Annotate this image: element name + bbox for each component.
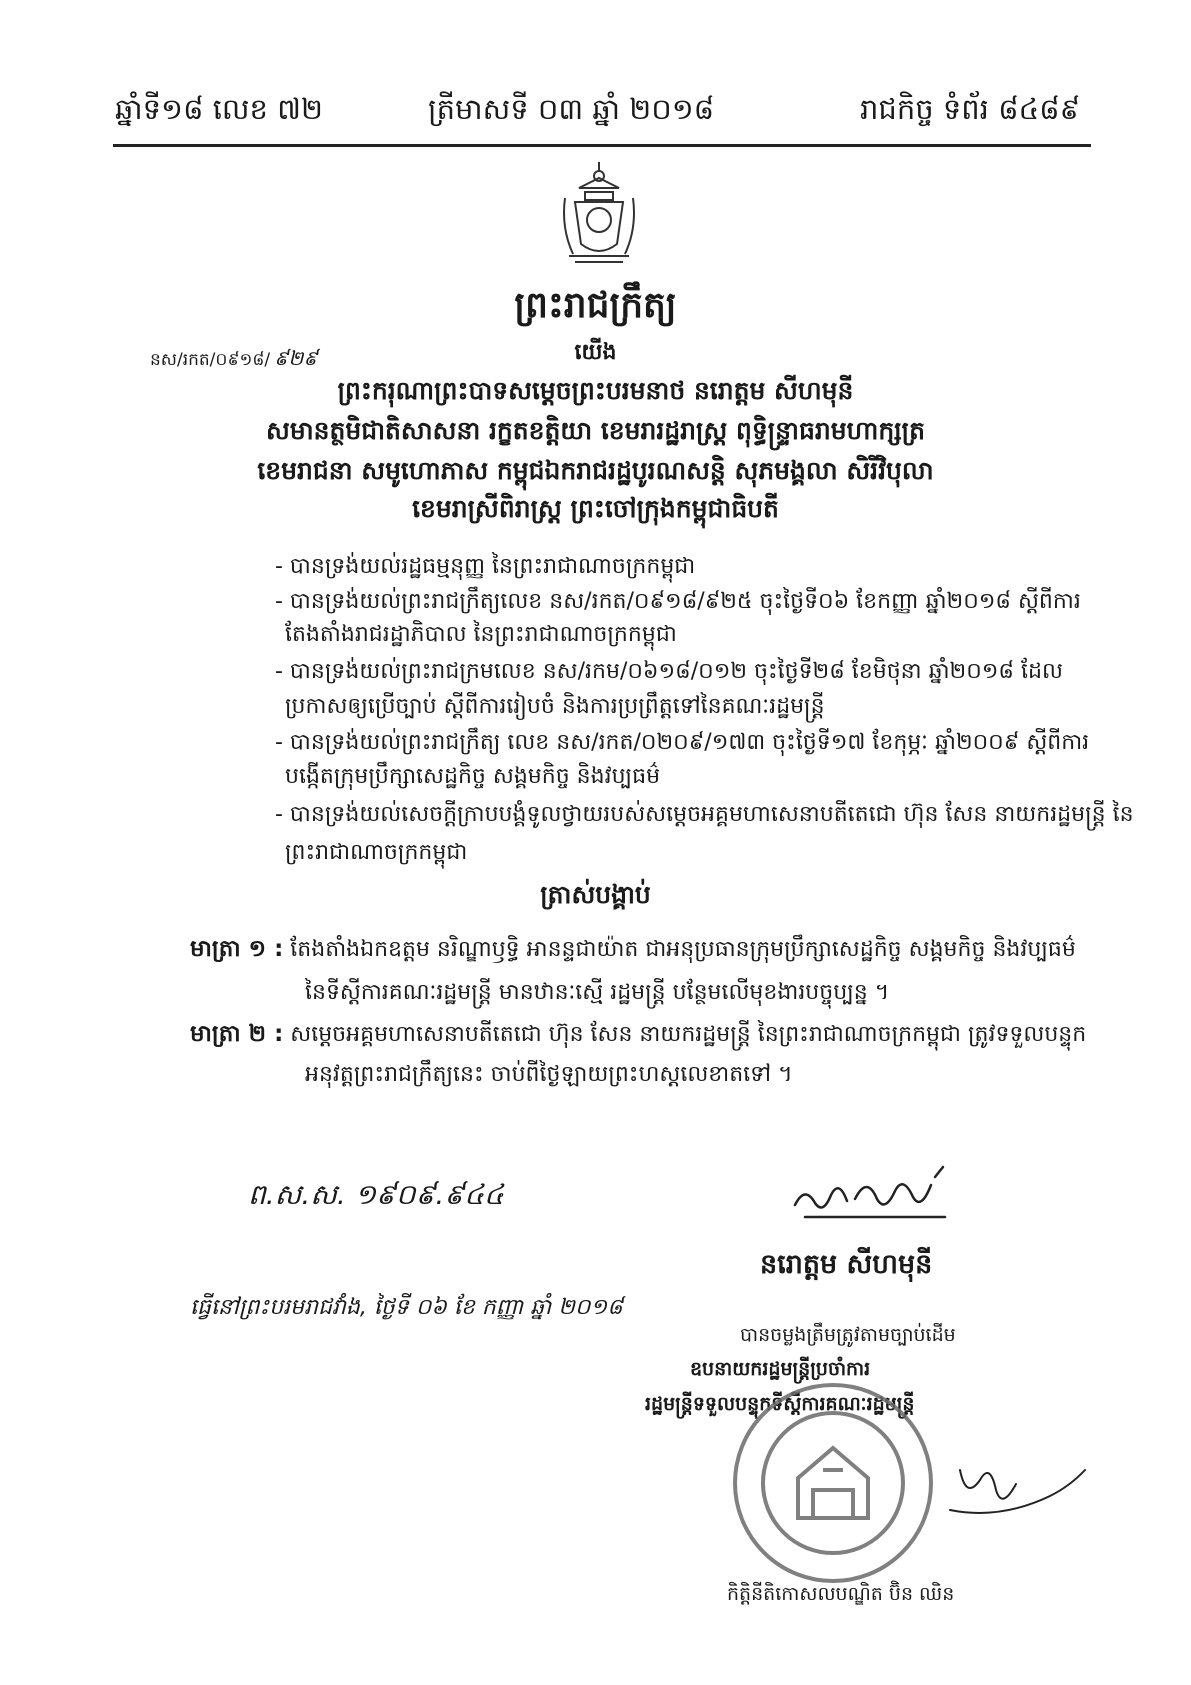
header-divider <box>113 144 1091 147</box>
decree-heading: ត្រាស់បង្គាប់ <box>540 880 651 909</box>
visa-constitution: - បានទ្រង់យល់រដ្ឋធម្មនុញ្ញ នៃព្រះរាជាណាចក្រកម្ពុជា <box>275 554 696 579</box>
visa-council-decree: - បានទ្រង់យល់ព្រះរាជក្រឹត្យ លេខ នស/រកត/០២០៩/១៧៣ ចុះថ្ងៃទី១៧ ខែកុម្ភៈ ឆ្នាំ២០០៩ ស្តីពីការ <box>275 730 1090 755</box>
we-heading: យើង <box>574 340 617 365</box>
visa-prime-minister-request-cont: ព្រះរាជាណាចក្រកម្ពុជា <box>285 840 468 865</box>
header-gazette-page: រាជកិច្ច ទំព័រ ៨៤៨៩ <box>860 92 1081 126</box>
registration-number-handwritten: ព.ស.ស. ១៩០៩.៩៤៤ <box>248 1178 504 1211</box>
signer-name: នរោត្តម សីហមុនី <box>760 1249 933 1280</box>
place-and-date: ធ្វើនៅព្រះបរមរាជវាំង, ថ្ងៃទី ០៦ ខែ កញ្ញា ឆ្នាំ ២០១៨ <box>190 1295 623 1320</box>
certifier-name: កិត្តិនីតិកោសលបណ្ឌិត ប៊ិន ឈិន <box>727 1583 955 1605</box>
certification-line-2: ឧបនាយករដ្ឋមន្ត្រីប្រចាំការ <box>690 1358 871 1380</box>
visa-royal-kram: - បានទ្រង់យល់ព្រះរាជក្រមលេខ នស/រកម/០៦១៨/០១២ ចុះថ្ងៃទី២៨ ខែមិថុនា ឆ្នាំ២០១៨ ដែល <box>275 659 1063 684</box>
article-2-cont: អនុវត្តព្រះរាជក្រឹត្យនេះ ចាប់ពីថ្ងៃឡាយព្រះហស្តលេខាតទៅ ។ <box>305 1062 793 1087</box>
header-issue-number: ឆ្នាំទី១៨ លេខ ៧២ <box>115 92 323 126</box>
visa-prime-minister-request: - បានទ្រង់យល់សេចក្តីក្រាបបង្គំទូលថ្វាយរបស់សម្តេចអគ្គមហាសេនាបតីតេជោ ហ៊ុន សែន នាយករដ្ឋមន្ត្រី នៃ <box>275 802 1134 827</box>
article-1 <box>190 935 1076 968</box>
king-title-line-3: ខេមរាជនា សមូហោភាស កម្ពុជឯករាជរដ្ឋបូរណសន្តិ សុភមង្គលា សិរីវិបុលា <box>257 456 934 485</box>
royal-coat-of-arms-icon <box>555 158 643 270</box>
official-seal-icon <box>728 1378 938 1588</box>
visa-royal-kram-cont: ប្រកាសឲ្យប្រើច្បាប់ ស្តីពីការរៀបចំ និងការប្រព្រឹត្តទៅនៃគណៈរដ្ឋមន្ត្រី <box>285 694 825 719</box>
reference-number-handwritten: ៩២៩ <box>274 346 318 370</box>
king-title-line-1: ព្រះករុណាព្រះបាទសម្តេចព្រះបរមនាថ នរោត្តម សីហមុនី <box>337 376 854 405</box>
king-signature-icon <box>785 1155 965 1225</box>
visa-council-decree-cont: បង្កើតក្រុមប្រឹក្សាសេដ្ឋកិច្ច សង្គមកិច្ច និងវប្បធម៌ <box>285 764 661 789</box>
article-2-text: សម្តេចអគ្គមហាសេនាបតីតេជោ ហ៊ុន សែន នាយករដ្ឋមន្ត្រី នៃព្រះរាជាណាចក្រកម្ពុជា ត្រូវទទួលបន្ទុក <box>290 1022 1087 1047</box>
document-title: ព្រះរាជក្រឹត្យ <box>514 285 677 326</box>
certification-line-1: បានចម្លងត្រឹមត្រូវតាមច្បាប់ដើម <box>740 1324 956 1346</box>
header-quarter: ត្រីមាសទី ០៣ ឆ្នាំ ២០១៨ <box>428 92 715 126</box>
article-2-label: មាត្រា ២ : <box>190 1021 284 1047</box>
reference-number-printed: នស/រកត/០៩១៨/ <box>150 350 271 370</box>
article-1-cont: នៃទីស្តីការគណៈរដ្ឋមន្ត្រី មានឋានៈស្មើ រដ្ឋមន្ត្រី បន្ថែមលើមុខងារបច្ចុប្បន្ន ។ <box>305 980 890 1005</box>
article-1-label: មាត្រា ១ : <box>190 936 284 962</box>
visa-government-decree: - បានទ្រង់យល់ព្រះរាជក្រឹត្យលេខ នស/រកត/០៩១៨/៩២៥ ចុះថ្ងៃទី០៦ ខែកញ្ញា ឆ្នាំ២០១៨ ស្តីពីការ <box>275 589 1081 614</box>
visa-government-decree-cont: តែងតាំងរាជរដ្ឋាភិបាល នៃព្រះរាជាណាចក្រកម្ពុជា <box>285 622 677 647</box>
certification-line-3: រដ្ឋមន្ត្រីទទួលបន្ទុកទីស្តីការគណៈរដ្ឋមន្ត្រី <box>645 1393 915 1415</box>
article-2 <box>190 1020 1086 1053</box>
king-title-line-4: ខេមរាស្រីពិរាស្ត្រ ព្រះចៅក្រុងកម្ពុជាធិបតី <box>412 494 779 523</box>
certifier-signature-icon <box>940 1440 1090 1530</box>
article-1-text: តែងតាំងឯកឧត្តម នរិណ្ឌាឫទ្ធិ អានន្ទជាយ៉ាត ជាអនុប្រធានក្រុមប្រឹក្សាសេដ្ឋកិច្ច សង្គមកិច្ច និងវប្បធម៌ <box>290 937 1076 962</box>
king-title-line-2: សមានត្ថមិជាតិសាសនា រក្ខតខត្តិយា ខេមរារដ្ឋរាស្ត្រ ពុទ្ធិន្ទ្រាធរាមហាក្សត្រ <box>266 416 925 445</box>
